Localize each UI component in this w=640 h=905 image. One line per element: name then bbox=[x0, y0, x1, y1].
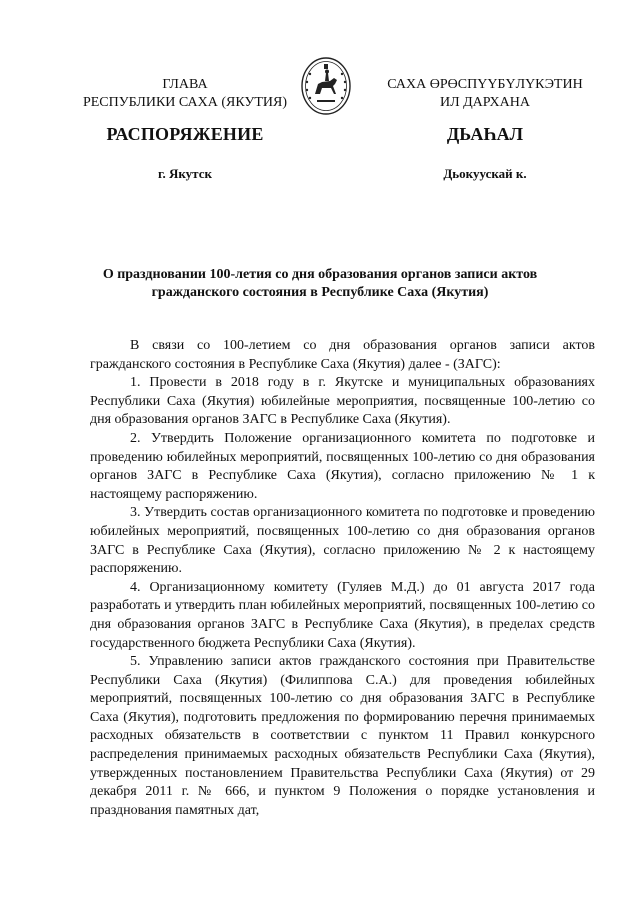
issuer-block-russian bbox=[80, 76, 290, 112]
issuer-title-russian: ГЛАВА bbox=[162, 77, 208, 92]
body-paragraph-item-1: 1. Провести в 2018 году в г. Якутске и муниципальных образованиях Республики Саха (Якутия) юбилейные мероприятия, посвященные 100-летию со дня образования органов ЗАГС в Республике Саха (Якутия). bbox=[90, 375, 595, 428]
coat-of-arms-yakutia-icon bbox=[300, 56, 352, 116]
document-type-yakut: ДЬАҺАЛ bbox=[446, 124, 524, 144]
body-paragraph-preamble: В связи со 100-летием со дня образования органов записи актов гражданского состояния в Республике Саха (Якутия) далее - (ЗАГС): bbox=[90, 338, 595, 372]
body-paragraph-item-5: 5. Управлению записи актов гражданского состояния при Правительстве Республики Саха (Якутия) (Филиппова С.А.) для проведения юбилейных мероприятий, посвященных 100-летию со дня образования ЗАГС в Республике Саха (Якутия), подготовить предложения по формированию перечня принимаемых расходных обязательств в соответствии с пунктом 11 Правил конкурсного распределения принимаемых расходных обязательств Республики Саха (Якутия), утвержденных постановлением Правительства Республики Саха (Якутия) от 29 декабря 2011 г. № 666, и пунктом 9 Положения о порядке установления и празднования памятных дат, bbox=[90, 654, 595, 818]
issuer-block-yakut bbox=[370, 76, 600, 112]
issuer-republic-russian: РЕСПУБЛИКИ САХА (ЯКУТИЯ) bbox=[82, 95, 288, 110]
city-russian: г. Якутск bbox=[158, 166, 212, 181]
body-paragraph-item-3: 3. Утвердить состав организационного комитета по подготовке и проведению юбилейных мероприятий, посвященных 100-летию со дня образования органов ЗАГС в Республике Саха (Якутия), согласно приложению № 2 к настоящему распоряжению. bbox=[90, 505, 595, 577]
issuer-title-yakut: ИЛ ДАРХАНА bbox=[439, 95, 530, 110]
document-type-russian: РАСПОРЯЖЕНИЕ bbox=[106, 124, 264, 144]
document-title-line: О праздновании 100-летия со дня образования органов записи актов bbox=[102, 267, 538, 282]
body-paragraph-item-4: 4. Организационному комитету (Гуляев М.Д.) до 01 августа 2017 года разработать и утвердить план юбилейных мероприятий, посвященных 100-летию со дня образования органов ЗАГС в Республике Саха (Якутия), в пределах средств государственного бюджета Республики Саха (Якутия). bbox=[90, 579, 595, 651]
issuer-republic-yakut: САХА ӨРӨСПҮҮБҮЛҮКЭТИН bbox=[387, 77, 583, 92]
document-title-line: гражданского состояния в Республике Саха (Якутия) bbox=[151, 285, 489, 300]
city-yakut: Дьокуускай к. bbox=[443, 166, 527, 181]
body-paragraph-item-2: 2. Утвердить Положение организационного комитета по подготовке и проведению юбилейных мероприятий, посвященных 100-летию со дня образования органов ЗАГС в Республике Саха (Якутия), согласно приложению № 1 к настоящему распоряжению. bbox=[90, 430, 595, 502]
document-title bbox=[90, 266, 550, 302]
document-body bbox=[90, 337, 595, 820]
